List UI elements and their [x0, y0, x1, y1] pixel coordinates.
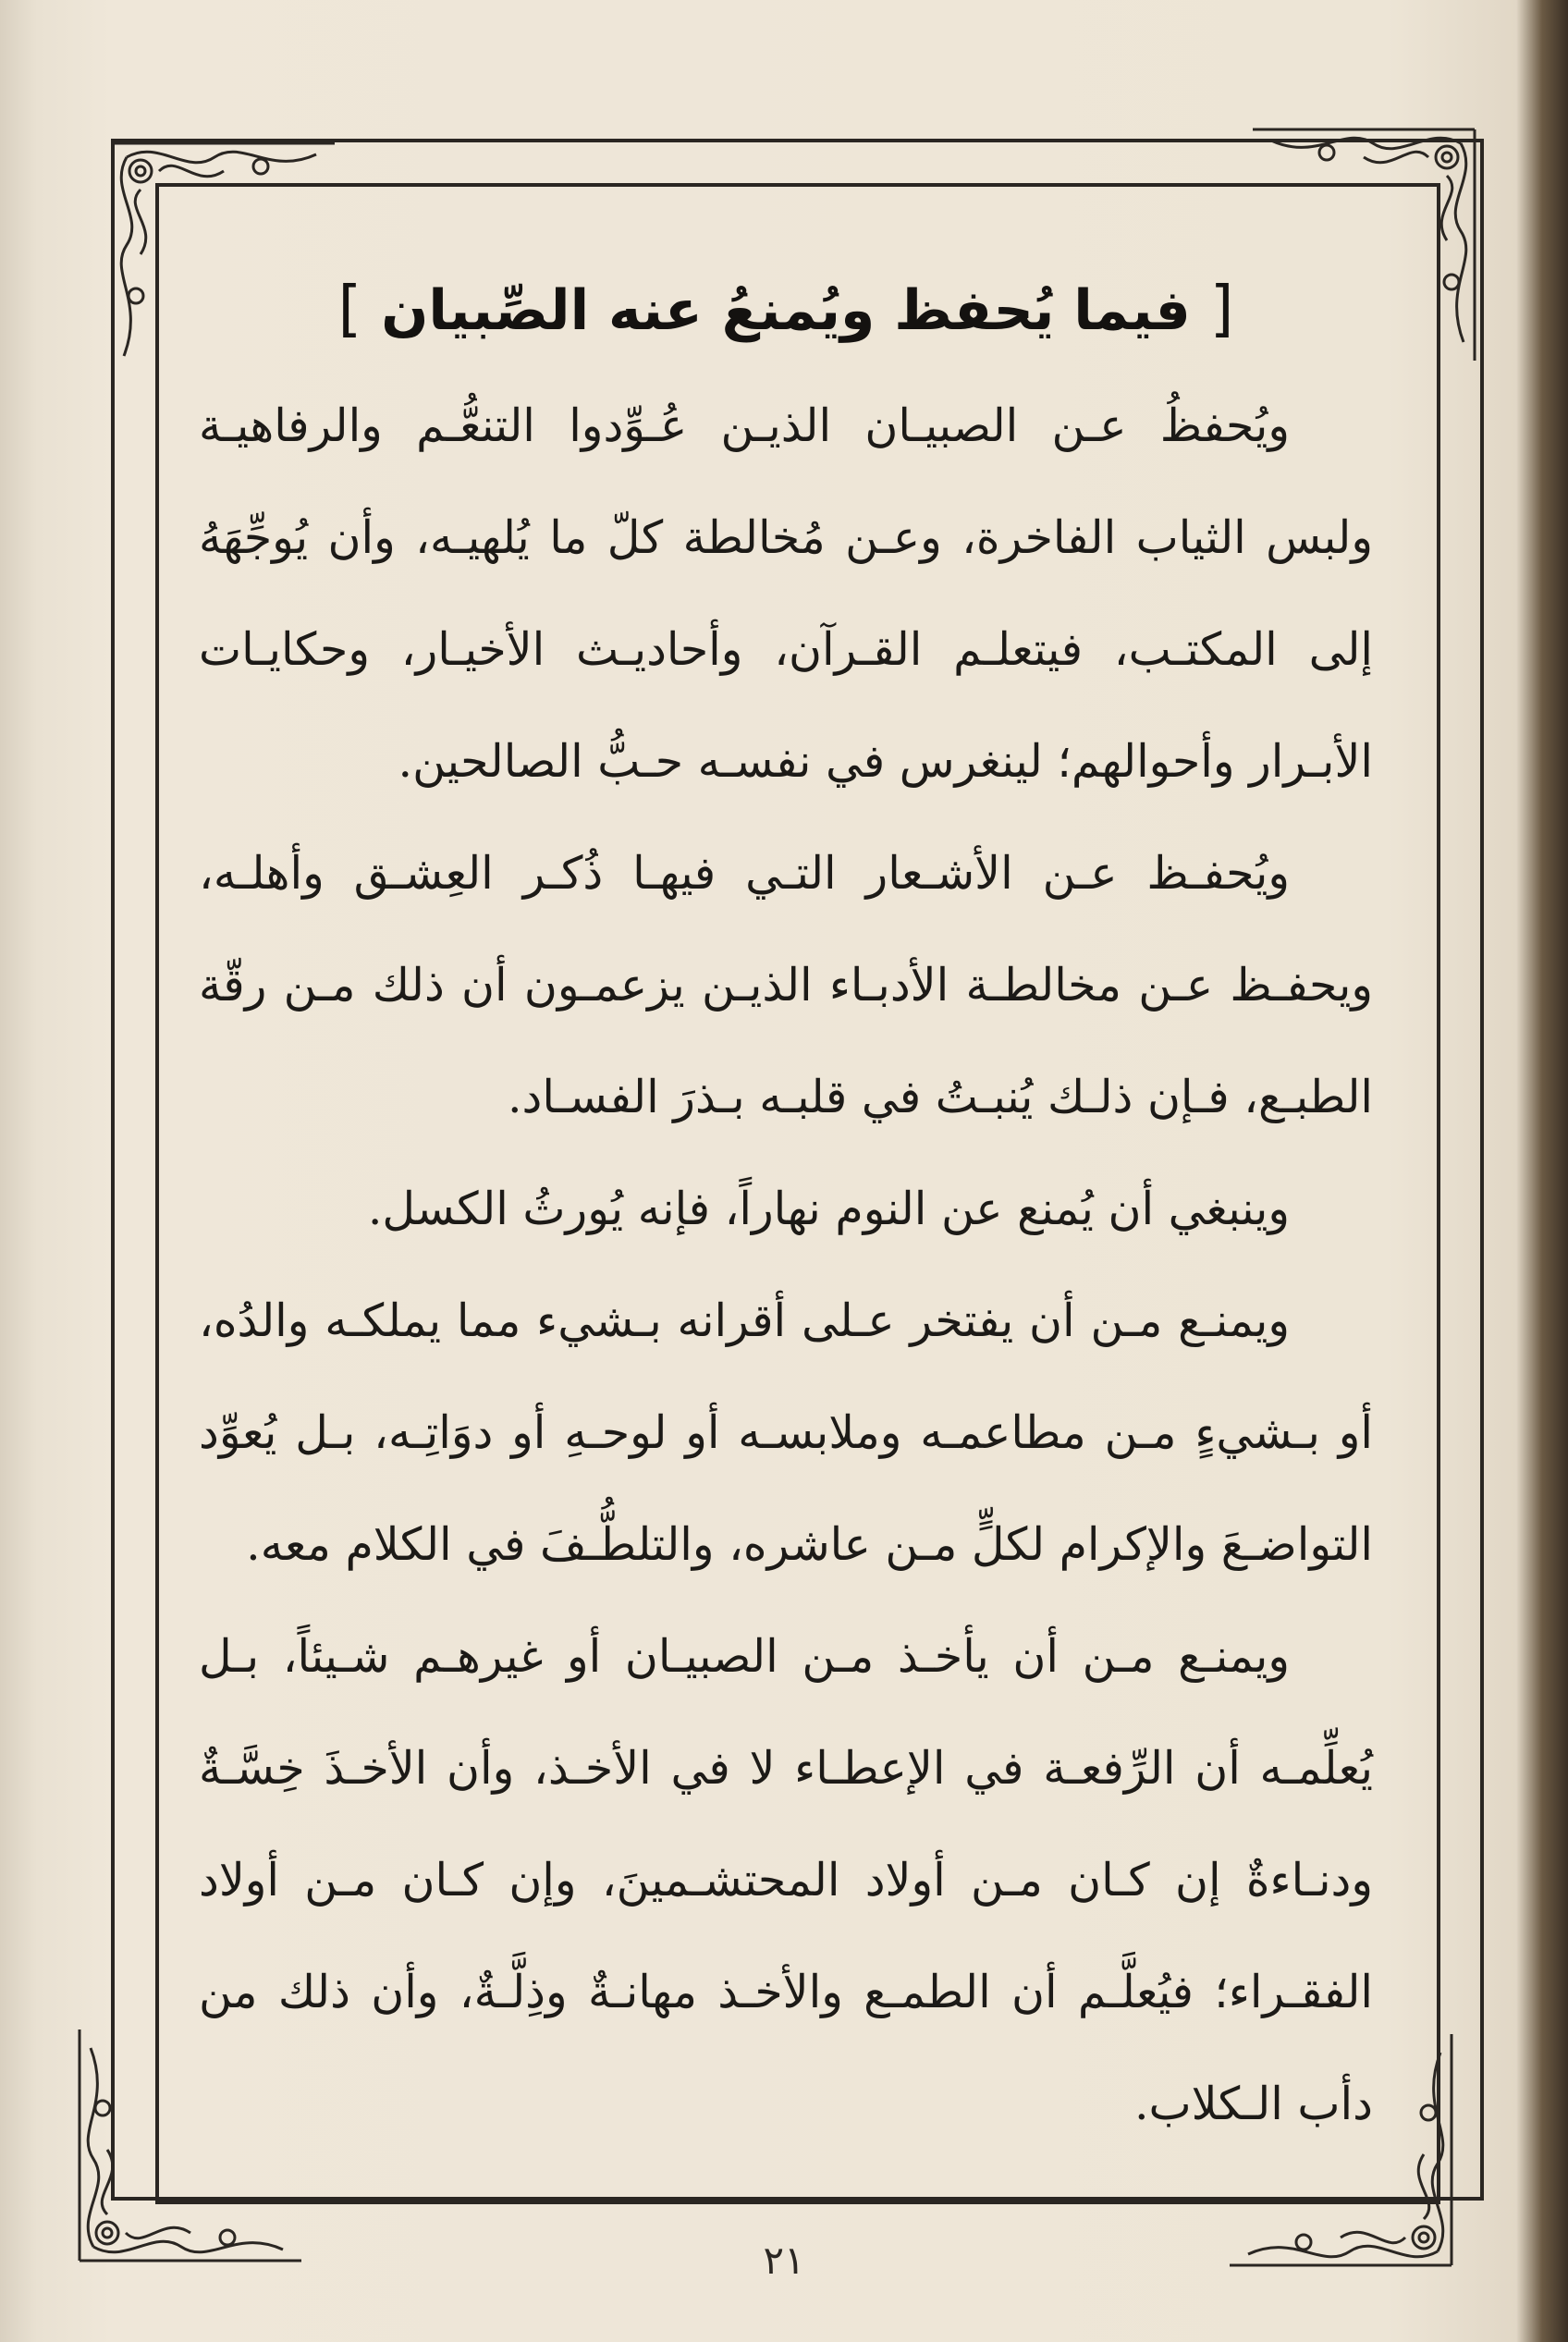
paragraph: ويمنـع مـن أن يفتخر عـلى أقرانه بـشيء مما يملكـه والدُه، أو بـشيءٍ مـن مطاعمـه وملابسـه أو لوحـهِ أو دوَاتِـه، بـل يُعوِّد التواضـعَ والإكرام لكلٍّ مـن عاشره، والتلطُّـفَ في الكلام معه. — [199, 1294, 1373, 1571]
paragraph: وينبغي أن يُمنع عن النوم نهاراً، فإنه يُورثُ الكسل. — [367, 1183, 1290, 1235]
page-number: ٢١ — [763, 2238, 805, 2283]
heading-bracket-open: [ — [1209, 273, 1234, 344]
paragraph: ويمنـع مـن أن يأخـذ مـن الصبيـان أو غيرهـم شـيئاً، بـل يُعلِّمـه أن الرِّفعـة في الإعطـاء لا في الأخـذ، وأن الأخـذَ خِسَّـةٌ ودنـاءةٌ إن كـان مـن أولاد المحتشـمينَ، وإن كـان مـن أولاد الفقـراء؛ فيُعلَّـم أن الطمـع والأخـذ مهانـةٌ وذِلَّـةٌ، وأن ذلك من دأب الـكلاب. — [199, 1630, 1373, 2130]
heading-bracket-close: ] — [337, 273, 362, 344]
section-heading — [199, 273, 1373, 344]
heading-text: فيما يُحفظ ويُمنعُ عنه الصِّبيان — [381, 278, 1191, 343]
page-body — [199, 250, 1373, 2160]
paragraph: ويُحفظُ عـن الصبيـان الذيـن عُـوِّدوا التنعُّـم والرفاهيـة ولبس الثياب الفاخرة، وعـن مُخالطة كلّ ما يُلهيـه، وأن يُوجِّهَهُ إلى المكتـب، فيتعلـم القـرآن، وأحاديـث الأخيـار، وحكايـات الأبـرار وأحوالهم؛ لينغرس في نفسـه حـبُّ الصالحين. — [199, 399, 1373, 788]
paragraph: ويُحفـظ عـن الأشـعار التـي فيهـا ذُكـر العِشـق وأهلـه، ويحفـظ عـن مخالطـة الأدبـاء الذيـن يزعمـون أن ذلك مـن رقّة الطبـع، فـإن ذلـك يُنبـتُ في قلبـه بـذرَ الفسـاد. — [199, 847, 1373, 1123]
